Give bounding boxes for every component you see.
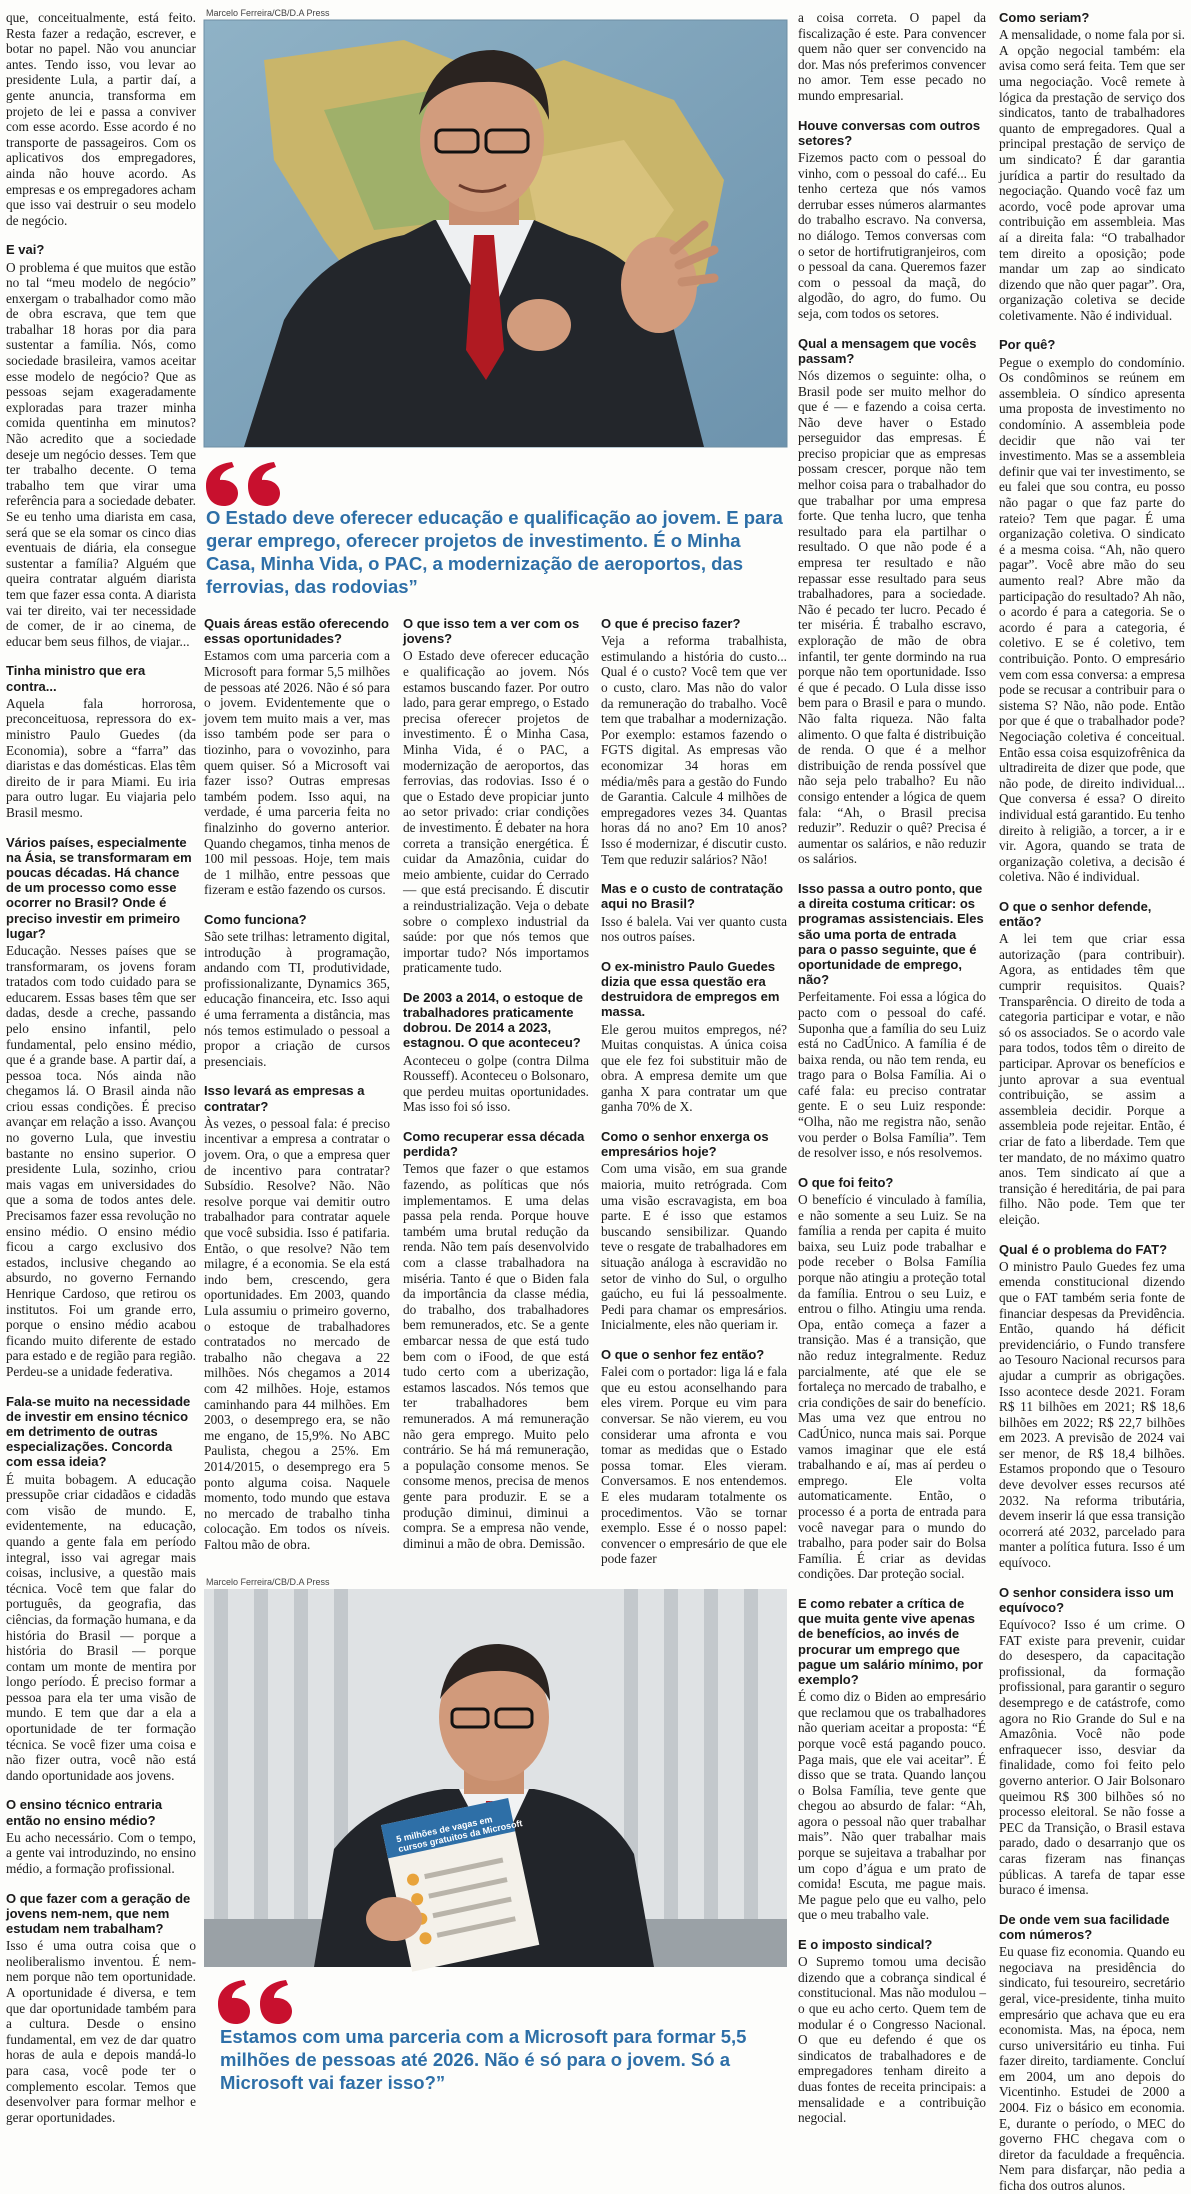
question-heading: De onde vem sua facilidade com números? bbox=[999, 1911, 1170, 1942]
answer-paragraph: A lei tem que criar essa autorização (para contribuir). Agora, as entidades têm que cumprir requisitos. Quais? Transparência. O direito de toda a categoria participar e votar, e não só os associados. Se o acordo vale para todos, todos têm o direito de participar. Aprovar os benefícios e junto aprovar a sua eventual contribuição, se assim a assembleia decidir. Porque a assembleia pode rejeitar. Então, é criar de fato a liberdade. Tem que ter mandato, de no máximo quatro anos. Tem sindicato aí que a transição é hereditária, de pai para filho. Não pode. Tem que ter eleição. bbox=[999, 931, 1185, 1227]
answer-paragraph: Veja a reforma trabalhista, estimulando a história do custo... Qual é o custo? Você tem que ver o custo, claro. Mas não do valor da remuneração do trabalho. Você tem que trabalhar a modernização. Por exemplo: estamos fazendo o FGTS digital. As empresas vão economizar 34 horas em média/mês para a gestão do Fundo de Garantia. Calcule 4 milhões de empregadores vezes 34. Quantas horas dá no ano? Em 10 anos? Isso é modernizar, é discutir custo. Tem que reduzir salários? Não! bbox=[601, 633, 787, 867]
answer-paragraph: Com uma visão, em sua grande maioria, muito retrógrada. Com uma visão escravagista, em boa parte. E é isso que estamos buscando sensibilizar. Quando teve o resgate de trabalhadores em situação análoga à escravidão no setor de vinho do Sul, o orgulho gaúcho, eu fui lá pessoalmente. Pedi para chamar os empresários. Inicialmente, eles não queriam ir. bbox=[601, 1161, 787, 1333]
text-column-5 bbox=[798, 10, 986, 2126]
question-heading: E vai? bbox=[6, 242, 45, 258]
question-heading: Como recuperar essa década perdida? bbox=[403, 1129, 585, 1160]
question-heading: O ex-ministro Paulo Guedes dizia que essa questão era destruidora de empregos em massa. bbox=[601, 958, 780, 1020]
question-heading: O que foi feito? bbox=[798, 1174, 894, 1190]
text-column-1 bbox=[6, 10, 196, 2125]
question-heading: O que fazer com a geração de jovens nem-nem, que nem estudam nem trabalham? bbox=[6, 1890, 191, 1937]
quote-mark-icon bbox=[218, 1980, 298, 2029]
brochure-title: 5 milhões de vagas em cursos gratuitos da Microsoft bbox=[395, 1814, 524, 1855]
answer-paragraph: Temos que fazer o que estamos fazendo, as políticas que nós implementamos. E uma delas passa pela renda. Porque houve também uma brutal redução da renda. Não tem país desenvolvido com a classe trabalhadora na miséria. Tanto é que o Biden fala da importância da classe média, do trabalho, dos trabalhadores bem remunerados, etc. Se a gente embarcar nessa de que está tudo bem com o iFood, de que está tudo certo com a uberização, estamos lascados. Nós temos que ter trabalhadores bem remunerados. A má remuneração não gera emprego. Muito pelo contrário. Se há má remuneração, a população consome menos. Se consome menos, precisa de menos gente para produzir. E se a produção diminui, diminui a compra. Se a empresa não vende, diminui a mão de obra. Demissão. bbox=[403, 1161, 589, 1551]
question-heading: Quais áreas estão oferecendo essas oportunidades? bbox=[204, 616, 389, 647]
answer-paragraph: Nós dizemos o seguinte: olha, o Brasil pode ser muito melhor do que é — e fazendo a coisa certa. Não deve haver o Estado perseguidor das empresas. É preciso propiciar que as empresas possam crescer, porque não tem melhor coisa para o trabalhador do que trabalhar por uma empresa forte. Que tenha lucro, que tenha resultado para ela partilhar o resultado. O que não pode é a empresa ter resultado e não repassar esse resultado para seus trabalhadores, para a sociedade. Não é pecado ter lucro. Pecado é ter miséria. É trabalho escravo, exploração de mão de obra infantil, ter gente dormindo na rua porque não tem oportunidade. Isso é que é pecado. O Lula disse isso bem para o Brasil e para o mundo. Não falta riqueza. Não falta alimento. O que falta é distribuição de renda. O que é a melhor distribuição de renda possível que não seja pelo trabalho? Eu não consigo entender a lógica de quem fala: “Ah, o Brasil precisa reduzir”. Reduzir o quê? Precisa é aumentar os salários, e não reduzir os salários. bbox=[798, 367, 986, 867]
minister-photo-2 bbox=[204, 1589, 787, 1967]
answer-paragraph: Pegue o exemplo do condomínio. Os condôminos se reúnem em assembleia. O síndico apresenta uma proposta de investimento no condomínio. A assembleia pode decidir que não vai ter investimento. Mas se a assembleia definir que vai ter investimento, se eu falei que sou contra, eu posso não pagar o que faz parte do rateio? Tem que pagar. É uma organização coletiva. O sindicato é a mesma coisa. “Ah, não quero pagar”. Você abre mão do seu aumento real? Abre mão da participação do resultado? Ah não, o acordo é para a categoria. Se o acordo é para a categoria, é coletivo. E se é coletivo, tem contribuição. Ponto. O empresário vem com essa conversa: a empresa pode se recusar a contribuir para o sistema S? Não, não pode. Então por que é que o trabalhador pode? Negociação coletiva é conceitual. Então essa coisa esquizofrênica da ultradireita de dizer que pode, que não pode, de direito individual... Que conversa é essa? O direito individual está garantido. Eu tenho direito à religião, a torcer, a ir e vir. Agora, quando se trata de organização coletiva, a decisão é coletiva. Não é individual. bbox=[999, 354, 1185, 885]
text-column-4 bbox=[601, 616, 787, 1571]
answer-paragraph: O Estado deve oferecer educação e qualificação ao jovem. Nós estamos buscando fazer. Por outro lado, para gerar emprego, o Estado precisa oferecer projetos de investimento. É o Minha Casa, Minha Vida, é o PAC, a modernização de aeroportos, das ferrovias, das rodovias. Isso é o que o Estado deve propiciar junto ao setor privado: criar condições de investimento. É debater na hora correta a transição energética. É cuidar da Amazônia, cuidar do meio ambiente, cuidar do Cerrado — que está precisando. É discutir a reindustrialização. Veja o debate sobre o complexo industrial da saúde: por que nós temos que importar tudo? Nós importamos praticamente tudo. bbox=[403, 648, 589, 976]
answer-paragraph: O Supremo tomou uma decisão dizendo que a cobrança sindical é constitucional. Mas não modulou – o que eu acho certo. Quem tem de modular é o Congresso Nacional. O que eu defendo é que os sindicatos de trabalhadores e de empregadores tenham direito a duas fontes de receita principais: a mensalidade e a contribuição negocial. bbox=[798, 1954, 986, 2126]
question-heading: Isso levará as empresas a contratar? bbox=[204, 1083, 365, 1114]
text-column-3 bbox=[403, 616, 589, 1571]
answer-paragraph: Educação. Nesses países que se transformaram, os jovens foram tratados com todo cuidado para se educarem. Essas bases têm que ser dadas, desde a creche, passando pelo ensino infantil, pelo fundamental, pelo ensino médio, que é a grande base. A partir daí, a pessoa toca. Nós ainda não chegamos lá. O Brasil ainda não criou essas condições. É preciso avançar em relação a isso. Avançou no governo Lula, que investiu bastante no ensino superior. O presidente Lula, sozinho, criou mais vagas em universidades do que a soma de todos antes dele. Precisamos fazer essa revolução no ensino médio. O ensino médio ficou a cargo exclusivo dos estados, inclusive chegando ao absurdo, no governo Fernando Henrique Cardoso, que retirou os institutos. Foi um grande erro, porque o ensino médio acabou ficando muito diferente de estado para estado e de região para região. Perdeu-se a unidade federativa. bbox=[6, 942, 196, 1379]
question-heading: Por quê? bbox=[999, 337, 1056, 353]
text-column-2 bbox=[204, 616, 390, 1571]
answer-paragraph: A mensalidade, o nome fala por si. A opção negocial também: ela avisa como será feita. Tem que ser uma negociação. Você remete à lógica da prestação de serviço dos sindicatos, tanto de trabalhadores quanto de empregadores. Qual a principal prestação de serviço de um sindicato? É dar garantia jurídica a partir do resultado da negociação. Quando você faz um acordo, você pode aprovar uma contribuição em assembleia. Mas aí a direita fala: “O trabalhador tem direito a oposição; pode mandar um zap ao sindicato dizendo que não quer pagar”. Ora, organização coletiva se decide coletivamente. Não é individual. bbox=[999, 27, 1185, 323]
answer-paragraph: Perfeitamente. Foi essa a lógica do pacto com o pessoal do café. Suponha que a família do seu Luiz está no CadÚnico. A família é de baixa renda, ou não tem renda, eu trago para o Bolsa Família. Ai o café fala: eu preciso contratar gente. E o seu Luiz responde: “Olha, não me registra não, senão vou perder o Bolsa Família”. Tem de resolver isso, e nós resolvemos. bbox=[798, 989, 986, 1161]
question-heading: Como o senhor enxerga os empresários hoje? bbox=[601, 1129, 769, 1160]
question-heading: Isso passa a outro ponto, que a direita costuma criticar: os programas assistenciais. Eles são uma porta de entrada para o passo seguinte, que é oportunidade de emprego, não? bbox=[798, 880, 984, 988]
office-background-image bbox=[204, 1589, 787, 1967]
answer-paragraph: São sete trilhas: letramento digital, introdução à programação, andando com TI, produtividade, profissionalizante, Dynamics 365, educação financeira, etc. Isso aqui é uma ferramenta a distância, mas nós temos estimulado o pessoal a propor a criação de cursos presenciais. bbox=[204, 929, 390, 1069]
answer-paragraph: Aquela fala horrorosa, preconceituosa, repressora do ex-ministro Paulo Guedes (da Economia), sobre a “farra” das diaristas e das domésticas. Elas têm direito de ir para Miami. Eu iria para outro lugar. Eu viajaria pelo Brasil mesmo. bbox=[6, 695, 196, 820]
question-heading: Como seriam? bbox=[999, 10, 1090, 25]
answer-paragraph: O benefício é vinculado à família, e não somente a seu Luiz. Se na família a renda per capita é muito baixa, seu Luiz pode trabalhar e pode receber o Bolsa Família porque não atingiu a proteção total da família. Entrou o seu Luiz, e entrou o filho. Atingiu uma renda. Opa, então começa a fazer a transição. Mas é a transição, que não reduz integralmente. Reduz parcialmente, até que ele se fortaleça no mercado de trabalho, e cria condições de sair do benefício. Mas uma vez que entrou no CadÚnico, nunca mais sai. Porque vamos imaginar que ele está trabalhando e aí, mas aí perdeu o emprego. Ele volta automaticamente. Então, o processo é a porta de entrada para você navegar para o mundo do trabalho, para poder sair do Bolsa Família. É criar as devidas condições. Dar proteção social. bbox=[798, 1192, 986, 1582]
answer-paragraph: É muita bobagem. A educação pressupõe criar cidadãos e cidadãs com visão de mundo. E, evidentemente, na educação, quando a gente fala em período integral, isso vai agregar mais coisas, inclusive, a questão mais técnica. Você tem que falar do português, da geografia, das ciências, da formação humana, e da história do Brasil — porque a história do Brasil — porque contam um monte de mentira por longo período. É preciso formar a pessoa para ela ter uma visão de mundo. E tem que dar a ela a oportunidade de ter formação técnica. Se você fizer uma coisa e não fizer outra, você não está dando oportunidade aos jovens. bbox=[6, 1471, 196, 1783]
pull-quote-1: O Estado deve oferecer educação e qualificação ao jovem. E para gerar emprego, oferecer projetos de investimento. É o Minha Casa, Minha Vida, o PAC, a modernização de aeroportos, das ferrovias, das rodovias” bbox=[206, 507, 783, 597]
text-column-6 bbox=[999, 10, 1185, 2194]
answer-paragraph: O ministro Paulo Guedes fez uma emenda constitucional dizendo que o FAT também seria fonte de financiar despesas da Previdência. Então, quando há déficit previdenciário, o Fundo transfere ao Tesouro Nacional recursos para ajudar a cumprir as obrigações. Isso acontece desde 2021. Foram R$ 11 bilhões em 2021; R$ 18,6 bilhões em 2022; R$ 22,7 bilhões em 2023. A previsão de 2024 vai ser menor, de R$ 18,4 bilhões. Estamos propondo que o Tesouro deve devolver esses recursos até 2032. Na reforma tributária, devem inserir lá que essa transição ocorrerá até 2032, parcelado para manter a política futura. Isso é um equívoco. bbox=[999, 1258, 1185, 1571]
question-heading: Qual é o problema do FAT? bbox=[999, 1241, 1168, 1257]
answer-paragraph: Aconteceu o golpe (contra Dilma Rousseff). Aconteceu o Bolsonaro, que perdeu muitas oportunidades. Mas isso foi só isso. bbox=[403, 1052, 589, 1115]
answer-paragraph: O problema é que muitos que estão no tal “meu modelo de negócio” enxergam o trabalhador como mão de obra escrava, que tem que trabalhar 18 horas por dia para sustentar a família. Nós, como sociedade brasileira, vamos aceitar esse modelo de negócio? Que as pessoas sejam exageradamente exploradas para trazer minha comida quentinha em minutos? Não acredito que a sociedade deseje um negócio desses. Tem que ter trabalho decente. O tema trabalho tem que virar uma referência para a sociedade debater. Se eu tenho uma diarista em casa, será que se ela somar os cinco dias eventuais de diária, ela consegue sustentar a família? Alguém que queira contratar alguém diarista tem que fazer essa conta. A diarista vai ter direito, vai ter necessidade de comer, de ir ao cinema, de educar bem seus filhos, de viajar... bbox=[6, 259, 196, 649]
quote-mark-icon bbox=[206, 462, 286, 511]
question-heading: De 2003 a 2014, o estoque de trabalhadores praticamente dobrou. De 2014 a 2023, estagnou. O que aconteceu? bbox=[403, 989, 583, 1051]
answer-paragraph: Isso é uma outra coisa que o neoliberalismo inventou. É nem-nem porque não tem oportunidade. A oportunidade é diversa, e tem que dar oportunidade também para a cultura. Desde o ensino fundamental, em vez de dar quatro horas de aula e depois mandá-lo para casa, você pode ter o complemento escolar. Temos que desenvolver para formar melhor e gerar oportunidades. bbox=[6, 1938, 196, 2125]
question-heading: Mas e o custo de contratação aqui no Brasil? bbox=[601, 881, 784, 912]
question-heading: O senhor considera isso um equívoco? bbox=[999, 1584, 1174, 1615]
answer-paragraph: Equívoco? Isso é um crime. O FAT existe para prevenir, cuidar do desespero, da capacitação profissional, da formação profissional, para garantir o seguro desemprego e de catástrofe, como agora no Rio Grande do Sul e na Amazônia. Você não pode enfraquecer isso, desviar da finalidade, como foi feito pelo governo anterior. O Jair Bolsonaro queimou R$ 300 bilhões só no processo eleitoral. Se não fosse a PEC da Transição, o Brasil estava parado, dado o desarranjo que os caras fizeram nas finanças públicas. A tarefa de tapar esse buraco é imensa. bbox=[999, 1617, 1185, 1898]
answer-paragraph: Isso é balela. Vai ver quanto custa nos outros países. bbox=[601, 913, 787, 945]
photo-credit-2: Marcelo Ferreira/CB/D.A Press bbox=[206, 1577, 330, 1587]
question-heading: O que o senhor fez então? bbox=[601, 1347, 765, 1363]
pull-quote-2: Estamos com uma parceria com a Microsoft para formar 5,5 milhões de pessoas até 2026. Não é só para o jovem. Só a Microsoft vai fazer isso?” bbox=[220, 2026, 747, 2093]
answer-paragraph: Eu acho necessário. Com o tempo, a gente vai introduzindo, no ensino médio, a formação profissional. bbox=[6, 1829, 196, 1877]
answer-paragraph: É como diz o Biden ao empresário que reclamou que os trabalhadores não queriam aceitar a proposta: “É porque você está pagando pouco. Paga mais, que ele vai aceitar”. É disso que se trata. Quando lançou o Bolsa Família, teve gente que chegou ao absurdo de falar: “Ah, agora o pessoal não quer trabalhar mais”. Não quer trabalhar mais porque se sujeitava a trabalhar por um copo d’água e um prato de comida! Escuta, me pague mais. Me pague pelo que eu valho, pelo que o meu trabalho vale. bbox=[798, 1689, 986, 1923]
answer-paragraph: Eu quase fiz economia. Quando eu negociava na presidência do sindicato, fui tesoureiro, secretário geral, vice-presidente, tinha muito empresário que achava que eu era economista. Mas, na época, nem curso universitário eu tinha. Fui fazer direito, tardiamente. Concluí em 2004, um ano depois do Vicentinho. Estudei de 2000 a 2004. Fiz o básico em economia. E, durante o período, o MEC do governo FHC chegava com o diretor da faculdade a frequência. Nem para disfarçar, não pedia a ficha dos outros alunos. bbox=[999, 1944, 1185, 2194]
question-heading: Qual a mensagem que vocês passam? bbox=[798, 335, 977, 366]
question-heading: Tinha ministro que era contra... bbox=[6, 663, 146, 694]
answer-paragraph: Fizemos pacto com o pessoal do vinho, com o pessoal do café... Eu tenho certeza que nós vamos derrubar esses números alarmantes do trabalho escravo. Na conversa, no diálogo. Temos conversas com o setor de hortifrutigranjeiros, com o pessoal da cana. Queremos fazer com o pessoal da maçã, do algodão, do agro, do fumo. Ou seja, com todos os setores. bbox=[798, 149, 986, 321]
question-heading: E como rebater a crítica de que muita gente vive apenas de benefícios, ao invés de procurar um emprego que pague um salário mínimo, por exemplo? bbox=[798, 1595, 983, 1687]
answer-paragraph: Falei com o portador: liga lá e fala que eu estou aconselhando para eles virem. Porque eu vim para conversar. Se não vierem, eu vou considerar uma afronta e vou tomar as medidas que o Estado possa tomar. Eles vieram. Conversamos. E nos entendemos. E eles mudaram totalmente os procedimentos. Vão se tornar exemplo. Esse é o nosso papel: convencer o empresário de que ele pode fazer bbox=[601, 1364, 787, 1567]
question-heading: Fala-se muito na necessidade de investir em ensino técnico em detrimento de outras especializações. Concorda com essa ideia? bbox=[6, 1393, 191, 1470]
answer-paragraph: Ele gerou muitos empregos, né? Muitas conquistas. A única coisa que ele fez foi substituir mão de obra. A empresa demite um que ganha X para contratar um que ganha 70% de X. bbox=[601, 1021, 787, 1115]
question-heading: O que o senhor defende, então? bbox=[999, 898, 1152, 930]
question-heading: Como funciona? bbox=[204, 911, 307, 927]
minister-photo-1 bbox=[204, 20, 787, 447]
question-heading: O que isso tem a ver com os jovens? bbox=[403, 616, 580, 647]
answer-paragraph: Estamos com uma parceria com a Microsoft para formar 5,5 milhões de pessoas até 2026. Não é só para o jovem. Evidentemente que o jovem tem muito mais a ver, mas isso também pode ser para o tiozinho, para o vovozinho, para quem quiser. Só a Microsoft vai fazer isso? Outras empresas também podem. Isso aqui, na verdade, é uma parceria feita no finalzinho do governo anterior. Quando chegamos, tinha menos de 100 mil pessoas. Hoje, tem mais de 1 milhão, entre pessoas que fizeram e estão fazendo os cursos. bbox=[204, 648, 390, 898]
photo-credit-1: Marcelo Ferreira/CB/D.A Press bbox=[206, 8, 330, 18]
map-background-image bbox=[204, 20, 787, 447]
answer-paragraph: que, conceitualmente, está feito. Resta fazer a redação, escrever, e botar no papel. Não vou anunciar antes. Tendo isso, vou levar ao presidente Lula, a partir daí, a gente anuncia, transforma em projeto de lei e passa a conviver com esse acordo. Esse acordo é no transporte de passageiros. Com os aplicativos dos empregadores, ainda não houve acordo. As empresas e os empregadores acham que isso vai destruir o seu modelo de negócio. bbox=[6, 10, 196, 228]
question-heading: Vários países, especialmente na Ásia, se transformaram em poucas décadas. Há chance de um processo como esse ocorrer no Brasil? Onde é preciso investir em primeiro lugar? bbox=[6, 834, 192, 941]
question-heading: Houve conversas com outros setores? bbox=[798, 117, 981, 148]
question-heading: O que é preciso fazer? bbox=[601, 616, 741, 631]
question-heading: E o imposto sindical? bbox=[798, 1937, 933, 1953]
question-heading: O ensino técnico entraria então no ensino médio? bbox=[6, 1797, 163, 1828]
answer-paragraph: a coisa correta. O papel da fiscalização é este. Para convencer quem não quer ser convencido na dor. Mas nós preferimos convencer no amor. Tem esse pecado no mundo empresarial. bbox=[798, 10, 986, 103]
answer-paragraph: Às vezes, o pessoal fala: é preciso incentivar a empresa a contratar o jovem. Ora, o que a empresa quer de incentivo para contratar? Subsídio. Resolve? Não. Não resolve porque vai demitir outro trabalhador para contratar aquele que você subsidia. Isso é patifaria. Então, o que resolve? Não tem milagre, é a economia. Se ela está indo bem, crescendo, gera oportunidades. Em 2003, quando Lula assumiu o primeiro governo, o estoque de trabalhadores contratados no mercado de trabalho não chegava a 22 milhões. Nós chegamos a 2014 com 42 milhões. Hoje, estamos caminhando para 44 milhões. Em 2003, o desemprego era, se não me engano, de 15,9%. No ABC Paulista, chegou a 25%. Em 2014/2015, o desemprego era 5 ponto alguma coisa. Naquele momento, todo mundo que estava no mercado de trabalho tinha colocação. Em todos os níveis. Faltou mão de obra. bbox=[204, 1115, 390, 1552]
